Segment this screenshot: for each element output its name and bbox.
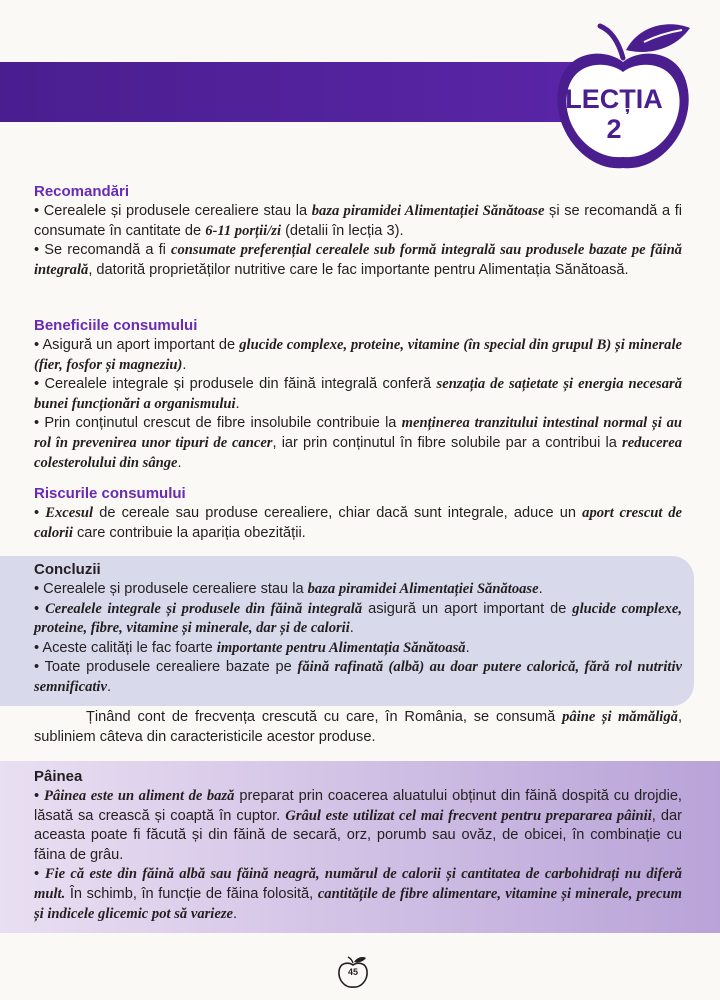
recomandari-bullet-1: • Cerealele și produsele cerealiere stau la baza piramidei Alimentației Sănătoase și se recomandă a fi consumate în cantitate de 6-11 porții/zi (detalii în lecția 3). <box>34 203 682 239</box>
intro-paragraph: Ținând cont de frecvența crescută cu care, în România, se consumă pâine și mămăligă, subliniem câteva din caracteristicile acestor produse. <box>34 709 682 745</box>
section-recomandari <box>34 182 682 280</box>
riscuri-bullet-1: • Excesul de cereale sau produse cerealiere, chiar dacă sunt integrale, aduce un aport crescut de calorii care contribuie la apariția obezității. <box>34 505 682 541</box>
painea-bullet-1: • Pâinea este un aliment de bază preparat prin coacerea aluatului obținut din făină dospită cu drojdie, lăsată sa crească și coaptă în cuptor. Grâul este utilizat cel mai frecvent pentru prepararea pâinii, dar aceasta poate fi făcută și din făină de secară, orz, porumb sau ovăz, de obicei, în combinație cu făina de grâu. <box>34 788 682 863</box>
concluzii-bullet-1: • Cerealele și produsele cerealiere stau la baza piramidei Alimentației Sănătoase. <box>34 581 543 597</box>
concluzii-bullet-3: • Aceste calități le fac foarte importante pentru Alimentația Sănătoasă. <box>34 639 470 656</box>
concluzii-bullet-2: • Cerealele integrale și produsele din făină integrală asigură un aport important de glucide complexe, proteine, fibre, vitamine și minerale, dar și de calorii. <box>34 600 682 637</box>
lesson-word: LECȚIA <box>565 84 663 114</box>
beneficii-bullet-1: • Asigură un aport important de glucide complexe, proteine, vitamine (în special din grupul B) și minerale (fier, fosfor și magneziu). <box>34 337 682 373</box>
section-concluzii <box>34 560 682 698</box>
painea-bullet-2: • Fie că este din făină albă sau făină neagră, numărul de calorii și cantitatea de carbohidrați nu diferă mult. În schimb, în funcție de făina folosită, cantitățile de fibre alimentare, vitamine și minerale, precum și indicele glicemic pot să varieze. <box>34 866 682 922</box>
section-title-concluzii: Concluzii <box>34 561 101 578</box>
page-number: 45 <box>347 967 358 977</box>
section-title-beneficii: Beneficiile consumului <box>34 317 198 334</box>
concluzii-bullet-4: • Toate produsele cerealiere bazate pe făină rafinată (albă) au doar putere calorică, fără rol nutritiv semnificativ. <box>34 659 683 695</box>
section-beneficii <box>34 316 682 473</box>
lesson-number: 2 <box>606 114 622 144</box>
section-title-painea: Pâinea <box>34 768 83 785</box>
section-title-recomandari: Recomandări <box>34 183 130 200</box>
section-painea <box>34 767 682 924</box>
section-title-riscuri: Riscurile consumului <box>34 485 186 502</box>
lesson-badge <box>558 84 670 144</box>
header-band <box>0 62 600 122</box>
beneficii-bullet-3: • Prin conținutul crescut de fibre insolubile contribuie la menținerea tranzitului intestinal normal și au rol în prevenirea unor tipuri de cancer, iar prin conținutul în fibre solubile par a contribui la reducerea colesterolului din sânge. <box>34 415 683 471</box>
section-riscuri <box>34 484 682 543</box>
beneficii-bullet-2: • Cerealele integrale și produsele din făină integrală conferă senzația de sațietate și energia necesară bunei funcționări a organismului. <box>34 376 682 412</box>
recomandari-bullet-2: • Se recomandă a fi consumate preferențial cerealele sub formă integrală sau produsele bazate pe făină integrală, datorită proprietăților nutritive care le fac importante pentru Alimentația Sănătoasă. <box>34 242 682 278</box>
